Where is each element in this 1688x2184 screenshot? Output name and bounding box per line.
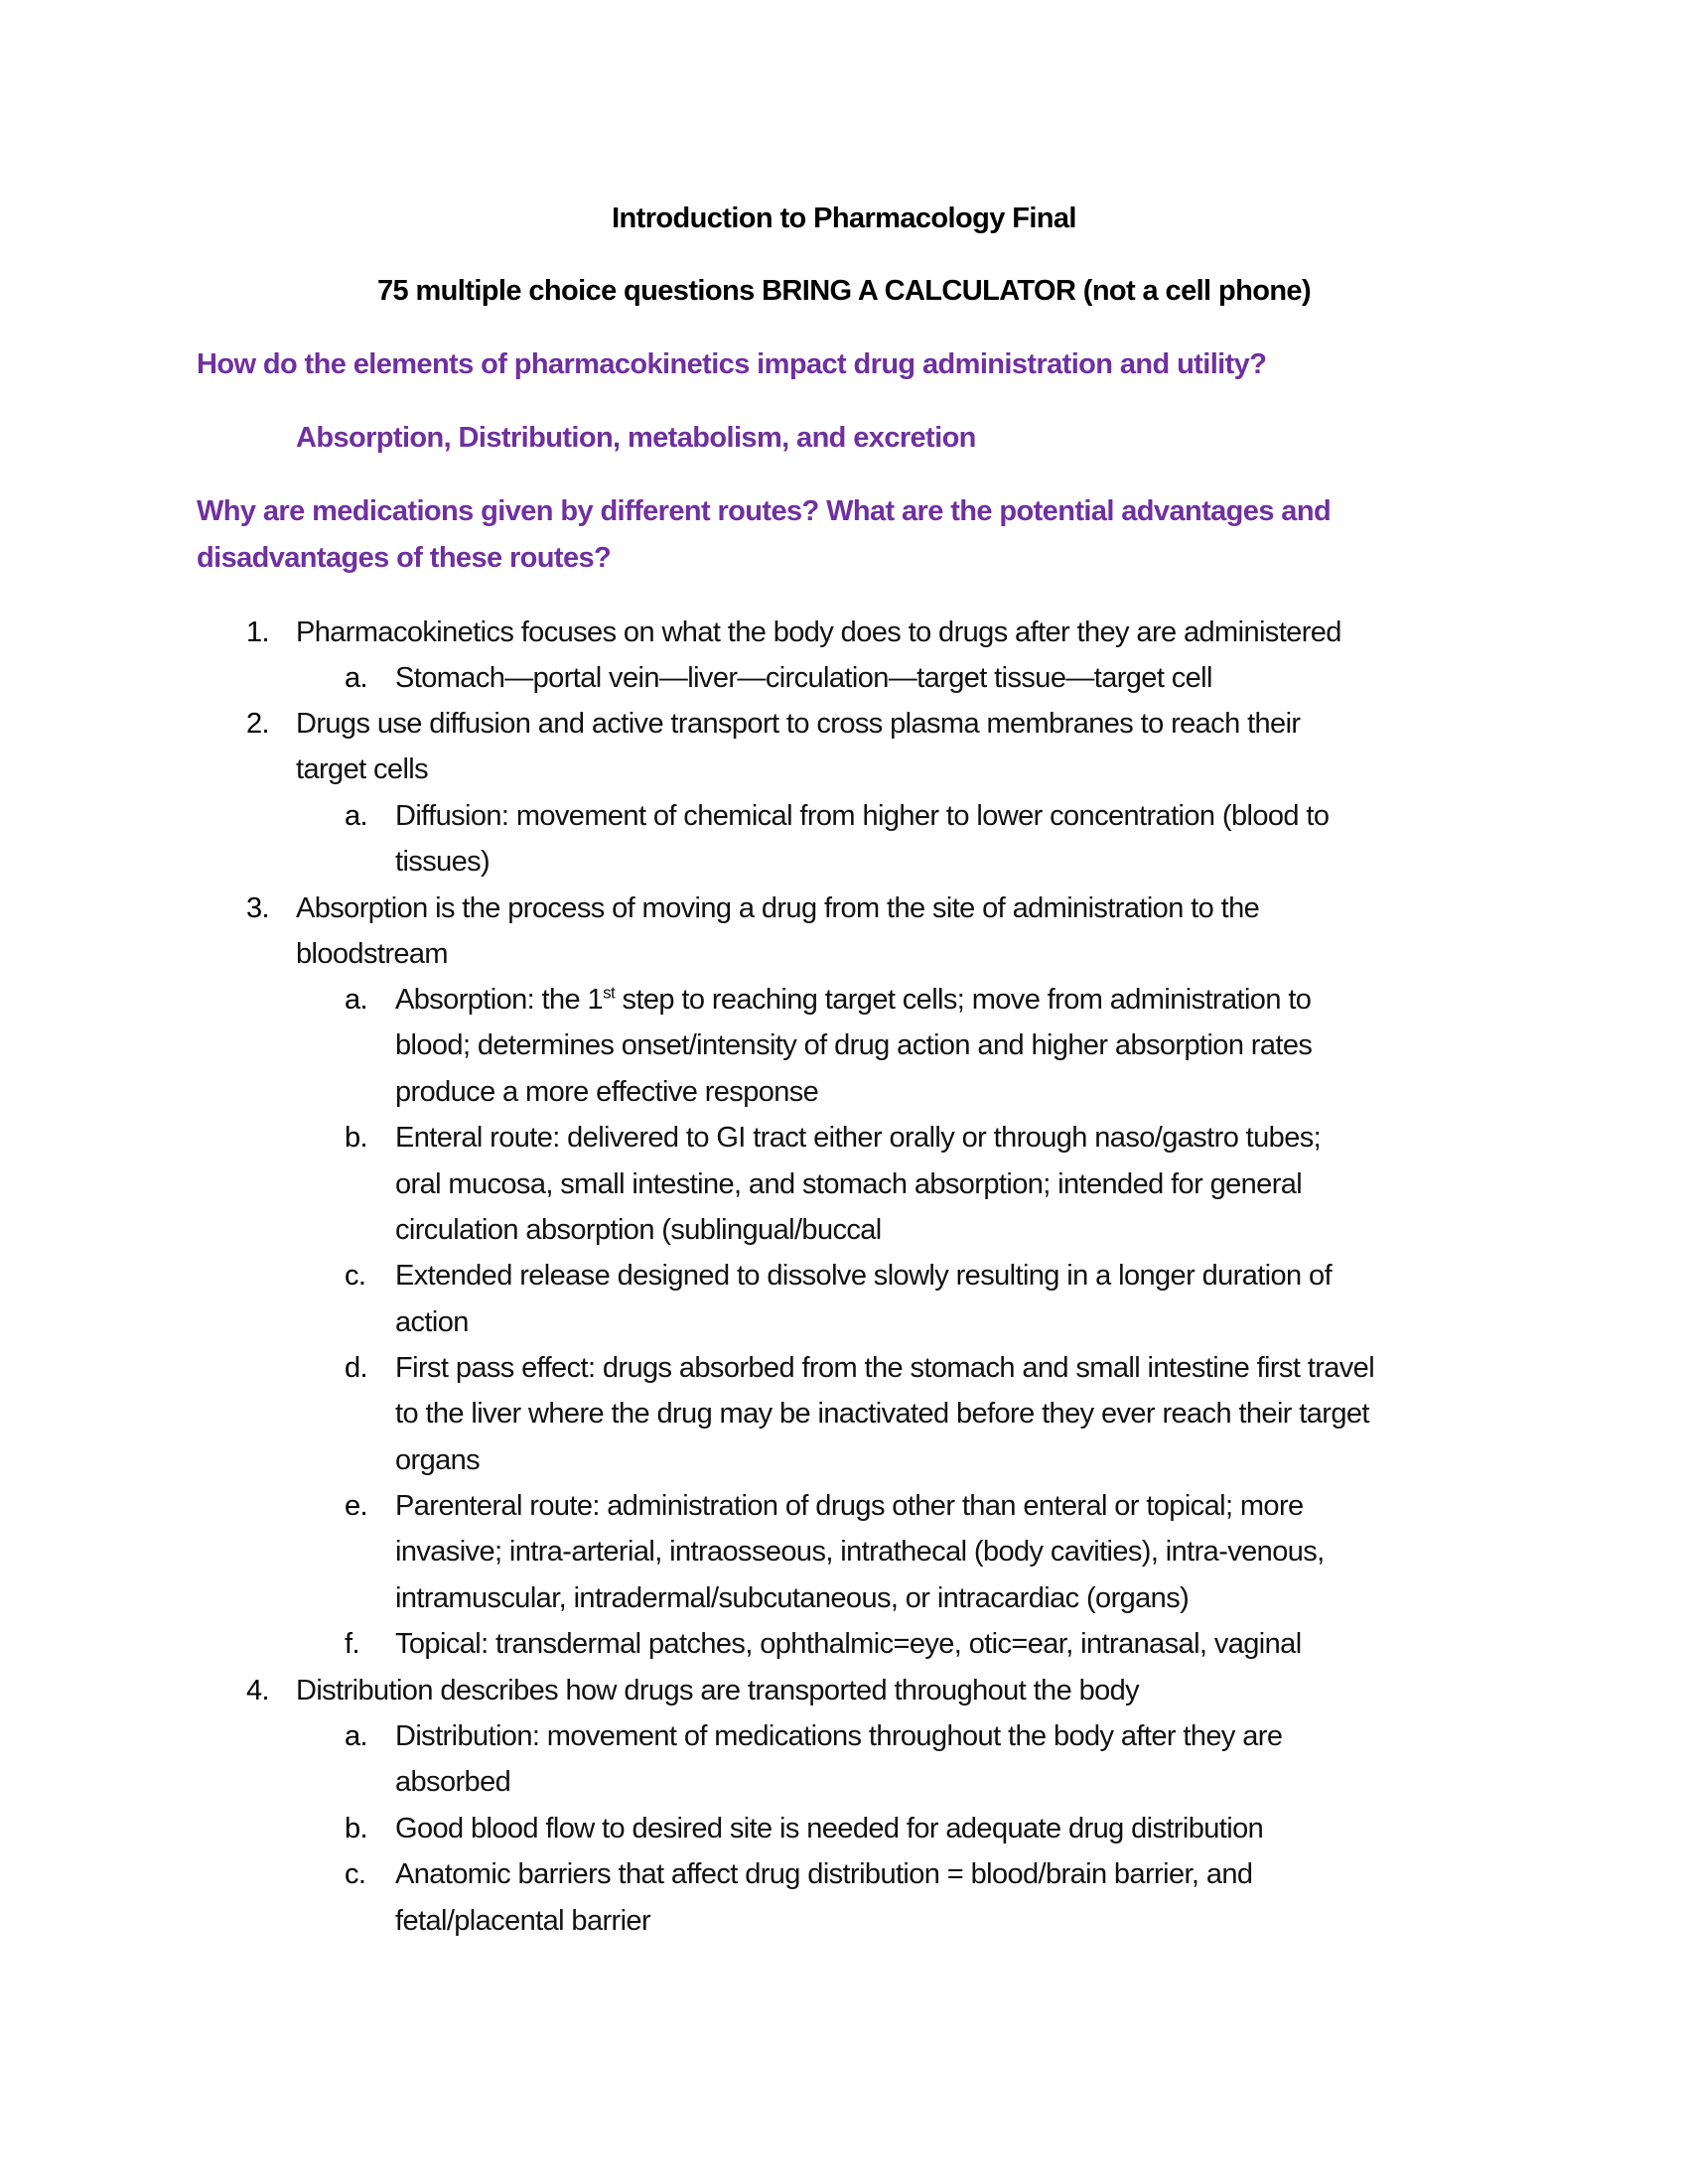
list-item-text: Absorption is the process of moving a drug from the site of administration to the — [296, 892, 1260, 924]
sub-list-item-text: Stomach—portal vein—liver—circulation—target tissue—target cell — [395, 662, 1212, 694]
list-marker: 3. — [246, 892, 269, 924]
superscript: st — [603, 983, 616, 1003]
sub-list-item-text: tissues) — [395, 846, 491, 878]
section-subheading-adme: Absorption, Distribution, metabolism, and excretion — [296, 422, 976, 454]
sub-list-marker: a. — [345, 662, 367, 694]
sub-list-item-text: to the liver where the drug may be inactivated before they ever reach their target — [395, 1398, 1369, 1430]
sub-list-marker: a. — [345, 1720, 367, 1752]
sub-list-marker: f. — [345, 1628, 359, 1660]
sub-list-marker: b. — [345, 1122, 367, 1154]
sub-list-item-text: oral mucosa, small intestine, and stomach absorption; intended for general — [395, 1168, 1303, 1200]
section-heading-routes-line1: Why are medications given by different routes? What are the potential advantages and — [197, 495, 1332, 527]
sub-list-item-text: Anatomic barriers that affect drug distribution = blood/brain barrier, and — [395, 1858, 1253, 1890]
sub-list-item-text: action — [395, 1306, 469, 1338]
list-item-text: Drugs use diffusion and active transport to cross plasma membranes to reach their — [296, 708, 1301, 740]
sub-list-item-text: produce a more effective response — [395, 1076, 819, 1108]
text-segment: Absorption: the 1 — [395, 984, 604, 1016]
sub-list-marker: c. — [345, 1858, 366, 1890]
sub-list-item-text: intramuscular, intradermal/subcutaneous, or intracardiac (organs) — [395, 1582, 1190, 1614]
sub-list-item-text: invasive; intra-arterial, intraosseous, intrathecal (body cavities), intra-venous, — [395, 1536, 1325, 1568]
sub-list-marker: b. — [345, 1813, 367, 1844]
sub-list-item-text: Enteral route: delivered to GI tract either orally or through naso/gastro tubes; — [395, 1122, 1322, 1154]
sub-list-item-text: Parenteral route: administration of drugs other than enteral or topical; more — [395, 1490, 1304, 1522]
list-item-text: Pharmacokinetics focuses on what the body does to drugs after they are administered — [296, 616, 1341, 648]
sub-list-item-text: Distribution: movement of medications throughout the body after they are — [395, 1720, 1283, 1752]
sub-list-item-text: fetal/placental barrier — [395, 1905, 651, 1937]
sub-list-marker: d. — [345, 1352, 367, 1384]
list-item-text: bloodstream — [296, 938, 448, 970]
section-heading-pharmacokinetics: How do the elements of pharmacokinetics impact drug administration and utility? — [197, 348, 1267, 380]
sub-list-item-text: Topical: transdermal patches, ophthalmic=eye, otic=ear, intranasal, vaginal — [395, 1628, 1302, 1660]
sub-list-item-text: Extended release designed to dissolve slowly resulting in a longer duration of — [395, 1260, 1333, 1292]
sub-list-marker: c. — [345, 1260, 366, 1292]
list-marker: 2. — [246, 708, 269, 740]
sub-list-item-text: circulation absorption (sublingual/buccal — [395, 1214, 882, 1246]
sub-list-item-text: First pass effect: drugs absorbed from the stomach and small intestine first travel — [395, 1352, 1375, 1384]
sub-list-item-text: organs — [395, 1444, 481, 1476]
text-segment: step to reaching target cells; move from administration to — [615, 984, 1312, 1016]
list-marker: 1. — [246, 616, 269, 648]
section-heading-routes-line2: disadvantages of these routes? — [197, 542, 612, 574]
list-item-text: target cells — [296, 753, 429, 785]
sub-list-marker: a. — [345, 800, 367, 832]
sub-list-item-text: Good blood flow to desired site is needed for adequate drug distribution — [395, 1813, 1264, 1844]
sub-list-marker: e. — [345, 1490, 367, 1522]
sub-list-item-text: blood; determines onset/intensity of drug action and higher absorption rates — [395, 1029, 1313, 1061]
list-item-text: Distribution describes how drugs are transported throughout the body — [296, 1675, 1140, 1706]
list-marker: 4. — [246, 1675, 269, 1706]
sub-list-marker: a. — [345, 984, 367, 1016]
document-title: Introduction to Pharmacology Final — [612, 203, 1076, 234]
document-subtitle: 75 multiple choice questions BRING A CALCULATOR (not a cell phone) — [376, 275, 1312, 307]
sub-list-item-text — [395, 977, 1311, 1023]
sub-list-item-text: absorbed — [395, 1766, 511, 1798]
sub-list-item-text: Diffusion: movement of chemical from higher to lower concentration (blood to — [395, 800, 1330, 832]
